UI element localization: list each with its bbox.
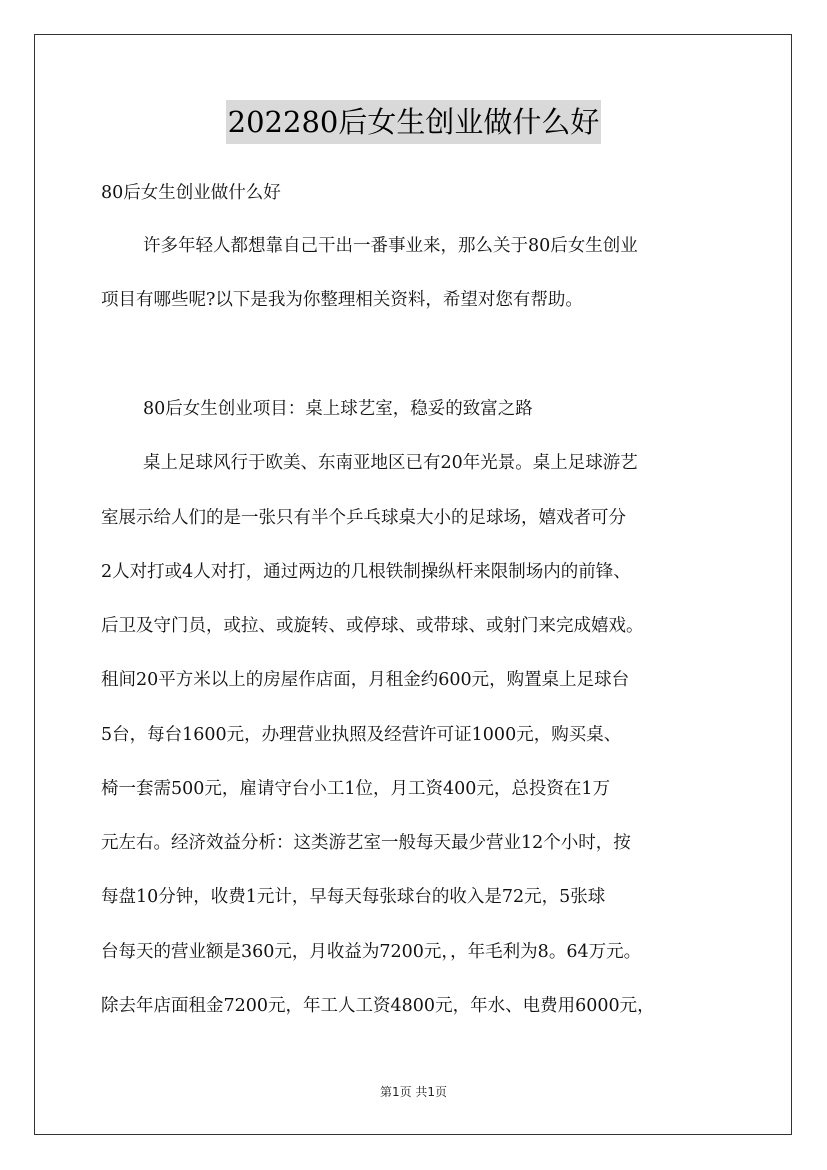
paragraph-line: 后卫及守门员，或拉、或旋转、或停球、或带球、或射门来完成嬉戏。 [101, 616, 644, 636]
paragraph-line: 许多年轻人都想靠自己干出一番事业来，那么关于80后女生创业 [143, 236, 638, 256]
paragraph-line: 台每天的营业额是360元，月收益为7200元，，年毛利为8。64万元。 [101, 942, 642, 962]
paragraph-line: 室展示给人们的是一张只有半个乒乓球桌大小的足球场，嬉戏者可分 [101, 508, 626, 528]
document-subtitle: 80后女生创业做什么好 [101, 183, 281, 203]
paragraph-line: 椅一套需500元，雇请守台小工1位，月工资400元，总投资在1万 [101, 779, 611, 799]
paragraph-line: 租间20平方米以上的房屋作店面，月租金约600元，购置桌上足球台 [101, 670, 630, 690]
paragraph-line: 除去年店面租金7200元，年工人工资4800元，年水、电费用6000元， [101, 996, 655, 1016]
title-container [0, 100, 827, 144]
paragraph-line: 每盘10分钟，收费1元计，早每天每张球台的收入是72元，5张球 [101, 887, 606, 907]
document-title: 202280后女生创业做什么好 [226, 100, 602, 144]
paragraph-line: 2人对打或4人对打，通过两边的几根铁制操纵杆来限制场内的前锋、 [101, 562, 631, 582]
paragraph-line: 元左右。经济效益分析：这类游艺室一般每天最少营业12个小时，按 [101, 833, 631, 853]
paragraph-line: 项目有哪些呢?以下是我为你整理相关资料，希望对您有帮助。 [101, 290, 583, 310]
paragraph-line: 5台，每台1600元，办理营业执照及经营许可证1000元，购买桌、 [101, 725, 622, 745]
paragraph-line: 桌上足球风行于欧美、东南亚地区已有20年光景。桌上足球游艺 [143, 453, 638, 473]
section-heading: 80后女生创业项目：桌上球艺室，稳妥的致富之路 [143, 399, 533, 419]
page-number-footer: 第1页 共1页 [379, 1085, 448, 1099]
